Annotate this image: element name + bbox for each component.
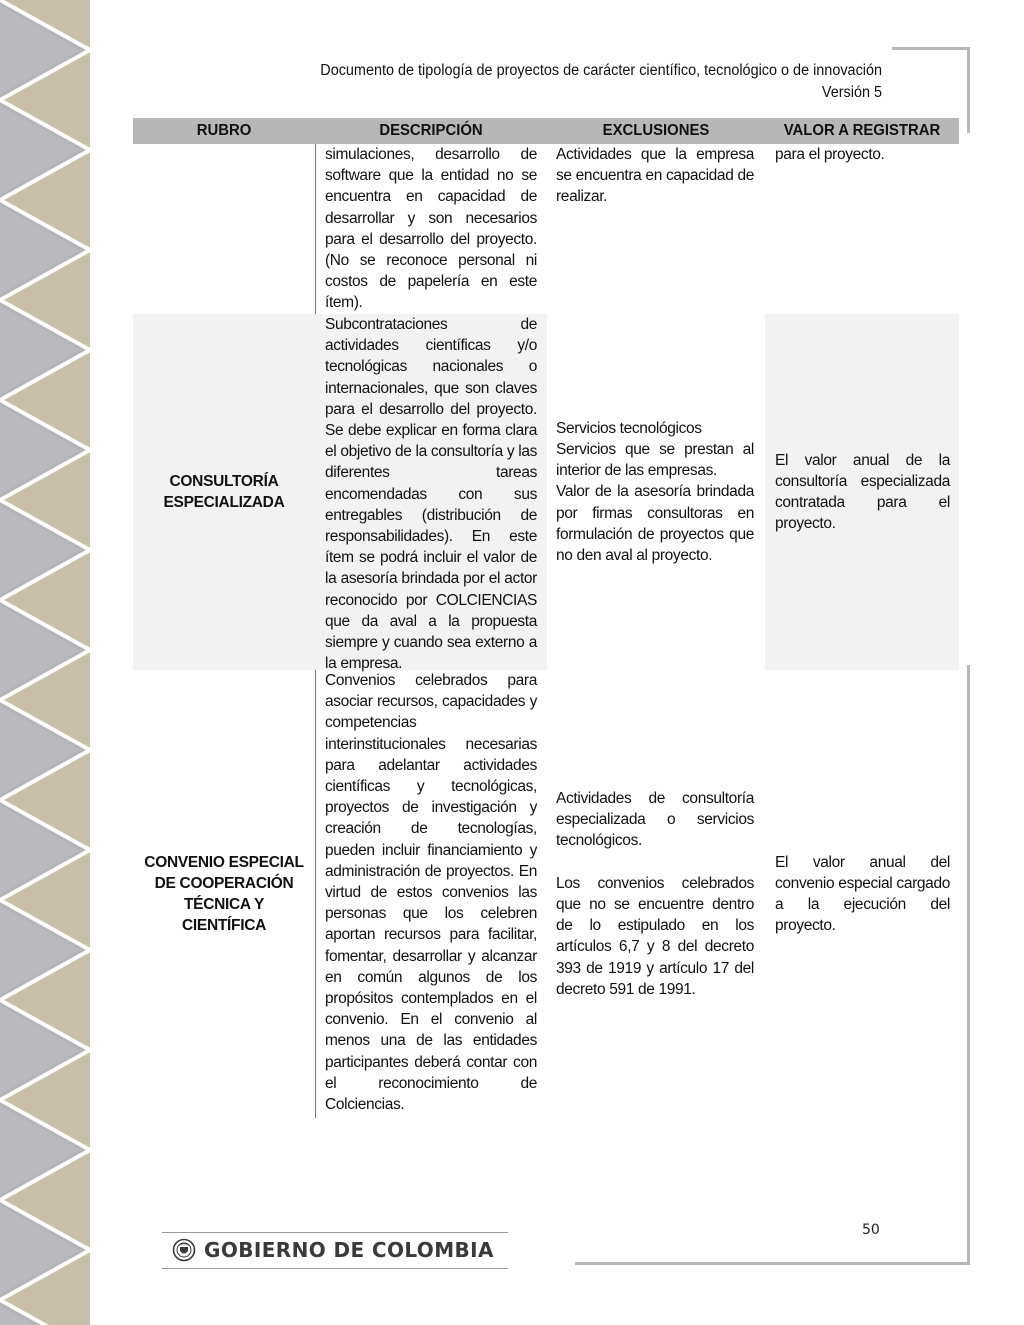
value-paragraph: El valor anual de la consultoría especializada contratada para el proyecto.: [775, 451, 950, 533]
description-paragraph: Convenios celebrados para asociar recursos, capacidades y competencias interinstitucionales necesarias para adelantar actividades científicas y tecnológicas, proyectos de investigación y creación de tecnologías, pueden incluir financiamiento y administración de proyectos. En virtud de estos convenios las personas que los celebren aportan recursos para facilitar, fomentar, desarrollar y alcanzar en común algunos de los propósitos contemplados en el convenio. En el convenio al menos una de las entidades participantes deberá contar con el reconocimiento de Colciencias.: [325, 672, 537, 1114]
budget-items-table: [133, 118, 959, 1118]
frame-corner-top-vertical: [967, 47, 970, 133]
exclusion-spacer: [556, 852, 754, 873]
row-exclusiones: [547, 670, 765, 1118]
government-logo-text: GOBIERNO DE COLOMBIA: [204, 1238, 494, 1262]
footer-logo: [172, 1238, 494, 1262]
row-descripcion: [315, 144, 547, 314]
row-descripcion: [315, 670, 547, 1118]
document-title: Documento de tipología de proyectos de carácter científico, tecnológico o de innovación: [320, 62, 882, 79]
row-rubro: [133, 144, 315, 314]
frame-bottom-edge: [575, 1262, 970, 1265]
row-descripcion: [315, 314, 547, 673]
exclusion-paragraph: Los convenios celebrados que no se encuentre dentro de lo estipulado en los artículos 6,7 y 8 del decreto 393 de 1919 y artículo 17 del decreto 591 de 1991.: [556, 874, 754, 998]
table-row: [133, 670, 959, 1118]
value-paragraph: El valor anual del convenio especial cargado a la ejecución del proyecto.: [775, 853, 950, 935]
footer-divider-top: [162, 1232, 508, 1233]
row-rubro: CONVENIO ESPECIAL DE COOPERACIÓN TÉCNICA Y CIENTÍFICA: [144, 853, 304, 935]
table-row: [133, 144, 959, 314]
coat-of-arms-icon: [172, 1238, 196, 1262]
exclusion-paragraph: Servicios tecnológicos: [556, 419, 702, 437]
row-valor: [765, 314, 959, 670]
decorative-side-strip: [0, 0, 90, 1325]
description-paragraph: simulaciones, desarrollo de software que la entidad no se encuentra en capacidad de desarrollar y son necesarios para el desarrollo del proyecto. (No se reconoce personal ni costos de papelería en este ítem).: [325, 146, 537, 312]
column-divider: [315, 670, 316, 1118]
table-row: [133, 314, 959, 673]
document-version: Versión 5: [821, 84, 882, 101]
frame-corner-top: [892, 47, 970, 50]
column-header-valor: VALOR A REGISTRAR: [783, 122, 941, 139]
exclusion-paragraph: Actividades que la empresa se encuentra en capacidad de realizar.: [556, 146, 754, 206]
column-divider: [315, 144, 316, 314]
row-valor: para el proyecto.: [775, 146, 885, 163]
exclusion-paragraph: Actividades de consultoría especializada o servicios tecnológicos.: [556, 790, 754, 850]
column-header-exclusiones: EXCLUSIONES: [602, 122, 710, 139]
column-header-descripcion: DESCRIPCIÓN: [379, 122, 483, 139]
frame-right-edge: [967, 665, 970, 1265]
exclusion-paragraph: Servicios que se prestan al interior de las empresas.: [556, 440, 754, 480]
row-rubro: CONSULTORÍA ESPECIALIZADA: [163, 472, 285, 511]
page-number: 50: [862, 1222, 880, 1238]
table-header-row: [133, 118, 959, 144]
row-exclusiones: [547, 314, 765, 670]
row-valor: [765, 670, 959, 1118]
row-exclusiones: [547, 144, 765, 314]
document-header: [320, 60, 882, 104]
description-paragraph: Subcontrataciones de actividades científicas y/o tecnológicas nacionales o internacionales, que son claves para el desarrollo del proyecto. Se debe explicar en forma clara el objetivo de la consultoría y las diferentes tareas encomendadas con sus entregables (distribución de responsabilidades). En este ítem se podrá incluir el valor de la asesoría brindada por el actor reconocido por COLCIENCIAS que da aval a la propuesta siempre y cuando sea externo a la empresa.: [325, 316, 537, 673]
footer-divider-bottom: [162, 1268, 508, 1269]
exclusion-paragraph: Valor de la asesoría brindada por firmas consultoras en formulación de proyectos que no den aval al proyecto.: [556, 483, 754, 564]
column-header-rubro: RUBRO: [196, 122, 252, 139]
